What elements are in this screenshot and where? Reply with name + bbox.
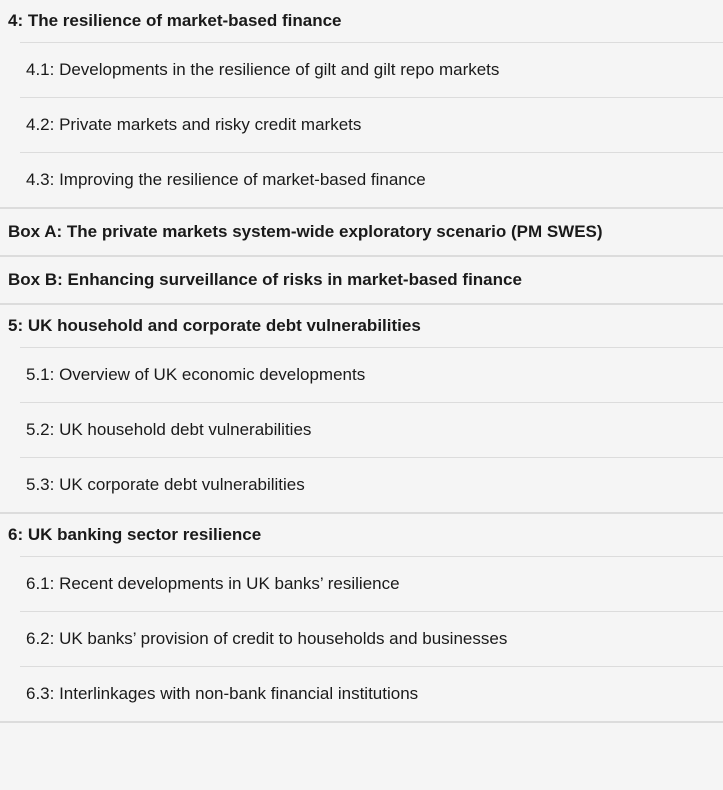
- list-item: [20, 556, 723, 611]
- list-item: [20, 42, 723, 97]
- section-6-2-link[interactable]: 6.2: UK banks’ provision of credit to households and businesses: [26, 629, 508, 648]
- list-item: [20, 457, 723, 512]
- section-4-link[interactable]: 4: The resilience of market-based finance: [8, 11, 342, 30]
- section-6-1-link[interactable]: 6.1: Recent developments in UK banks’ resilience: [26, 574, 400, 593]
- section-6-3-link[interactable]: 6.3: Interlinkages with non-bank financial institutions: [26, 684, 419, 703]
- list-item: [20, 97, 723, 152]
- section-4-3-link[interactable]: 4.3: Improving the resilience of market-based finance: [26, 170, 426, 189]
- section-5-link[interactable]: 5: UK household and corporate debt vulnerabilities: [8, 316, 421, 335]
- box-b-link[interactable]: Box B: Enhancing surveillance of risks in market-based finance: [8, 270, 522, 289]
- list-item: [20, 666, 723, 721]
- box-a-link[interactable]: Box A: The private markets system-wide exploratory scenario (PM SWES): [8, 222, 603, 241]
- list-item: [20, 152, 723, 207]
- section-box-a: [0, 209, 723, 257]
- section-5-sublist: [0, 347, 723, 512]
- list-item: [20, 347, 723, 402]
- list-item: [20, 402, 723, 457]
- list-item: [20, 611, 723, 666]
- section-4: [0, 0, 723, 209]
- section-5-3-link[interactable]: 5.3: UK corporate debt vulnerabilities: [26, 475, 305, 494]
- section-6: [0, 514, 723, 723]
- section-5-2-link[interactable]: 5.2: UK household debt vulnerabilities: [26, 420, 312, 439]
- section-6-sublist: [0, 556, 723, 721]
- section-5: [0, 305, 723, 514]
- section-4-1-link[interactable]: 4.1: Developments in the resilience of gilt and gilt repo markets: [26, 60, 500, 79]
- section-6-link[interactable]: 6: UK banking sector resilience: [8, 525, 262, 544]
- section-4-2-link[interactable]: 4.2: Private markets and risky credit markets: [26, 115, 362, 134]
- section-4-sublist: [0, 42, 723, 207]
- section-5-1-link[interactable]: 5.1: Overview of UK economic developments: [26, 365, 366, 384]
- section-box-b: [0, 257, 723, 305]
